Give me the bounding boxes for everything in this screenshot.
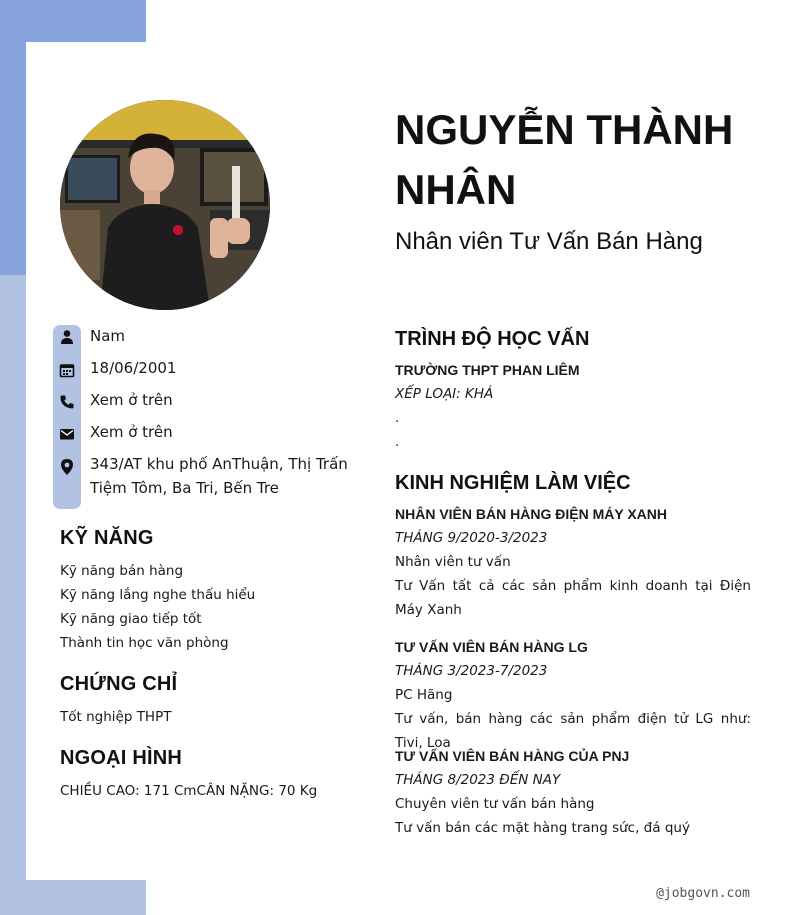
education-line: . <box>395 434 400 450</box>
job-role: PC Hãng <box>395 687 453 703</box>
email-icon <box>59 426 75 442</box>
experience-entry <box>395 744 751 840</box>
job-role: Nhân viên tư vấn <box>395 554 511 570</box>
job-org: TƯ VẤN VIÊN BÁN HÀNG LG <box>395 639 588 655</box>
address-line-2: Tiệm Tôm, Ba Tri, Bến Tre <box>90 479 279 497</box>
skills-list <box>60 559 255 655</box>
info-icon-strip <box>53 325 81 509</box>
skill-item: Kỹ năng lắng nghe thấu hiểu <box>60 587 256 603</box>
experience-entry <box>395 635 751 755</box>
experience-entry <box>395 502 751 622</box>
phone-icon <box>59 394 75 410</box>
calendar-icon <box>59 362 75 378</box>
candidate-title: Nhân viên Tư Vấn Bán Hàng <box>395 228 703 255</box>
watermark: @jobgovn.com <box>656 886 750 901</box>
skill-item: Kỹ năng giao tiếp tốt <box>60 611 202 627</box>
candidate-name: NGUYỄN THÀNH NHÂN <box>395 106 734 213</box>
certificates-list <box>60 705 171 729</box>
job-time: THÁNG 8/2023 ĐẾN NAY <box>395 772 561 788</box>
person-icon <box>59 329 75 345</box>
address-line-1: 343/AT khu phố AnThuận, Thị Trấn <box>90 455 348 473</box>
phone-text: Xem ở trên <box>90 391 173 409</box>
certificate-item: Tốt nghiệp THPT <box>60 709 172 725</box>
job-role: Chuyên viên tư vấn bán hàng <box>395 796 595 812</box>
birthday-text: 18/06/2001 <box>90 359 177 377</box>
email-text: Xem ở trên <box>90 423 173 441</box>
gender-text: Nam <box>90 327 126 345</box>
job-time: THÁNG 3/2023-7/2023 <box>395 663 548 679</box>
education-entry <box>395 358 751 454</box>
appearance-heading: NGOẠI HÌNH <box>60 747 182 769</box>
education-line: . <box>395 410 400 426</box>
location-pin-icon <box>59 458 75 474</box>
education-grade: XẾP LOẠI: KHÁ <box>395 386 494 402</box>
skill-item: Kỹ năng bán hàng <box>60 563 184 579</box>
certificates-heading: CHỨNG CHỈ <box>60 673 178 695</box>
experience-heading: KINH NGHIỆM LÀM VIỆC <box>395 472 631 494</box>
education-heading: TRÌNH ĐỘ HỌC VẤN <box>395 328 590 350</box>
job-description: Tư vấn bán các mặt hàng trang sức, đá quý <box>395 820 690 836</box>
job-time: THÁNG 9/2020-3/2023 <box>395 530 548 546</box>
job-description: Tư Vấn tất cả các sản phẩm kinh doanh tại Điện Máy Xanh <box>395 578 751 618</box>
school-name: TRƯỜNG THPT PHAN LIÊM <box>395 362 580 378</box>
appearance-text: CHIỀU CAO: 171 CmCÂN NẶNG: 70 Kg <box>60 783 318 799</box>
profile-photo <box>60 100 270 310</box>
job-description: Tư vấn, bán hàng các sản phẩm điện tử LG như: Tivi, Loa <box>395 711 751 751</box>
address-text <box>90 452 348 500</box>
skills-heading: KỸ NĂNG <box>60 527 154 549</box>
job-org: TƯ VẤN VIÊN BÁN HÀNG CỦA PNJ <box>395 748 630 764</box>
job-org: NHÂN VIÊN BÁN HÀNG ĐIỆN MÁY XANH <box>395 506 667 522</box>
skill-item: Thành tin học văn phòng <box>60 635 229 651</box>
